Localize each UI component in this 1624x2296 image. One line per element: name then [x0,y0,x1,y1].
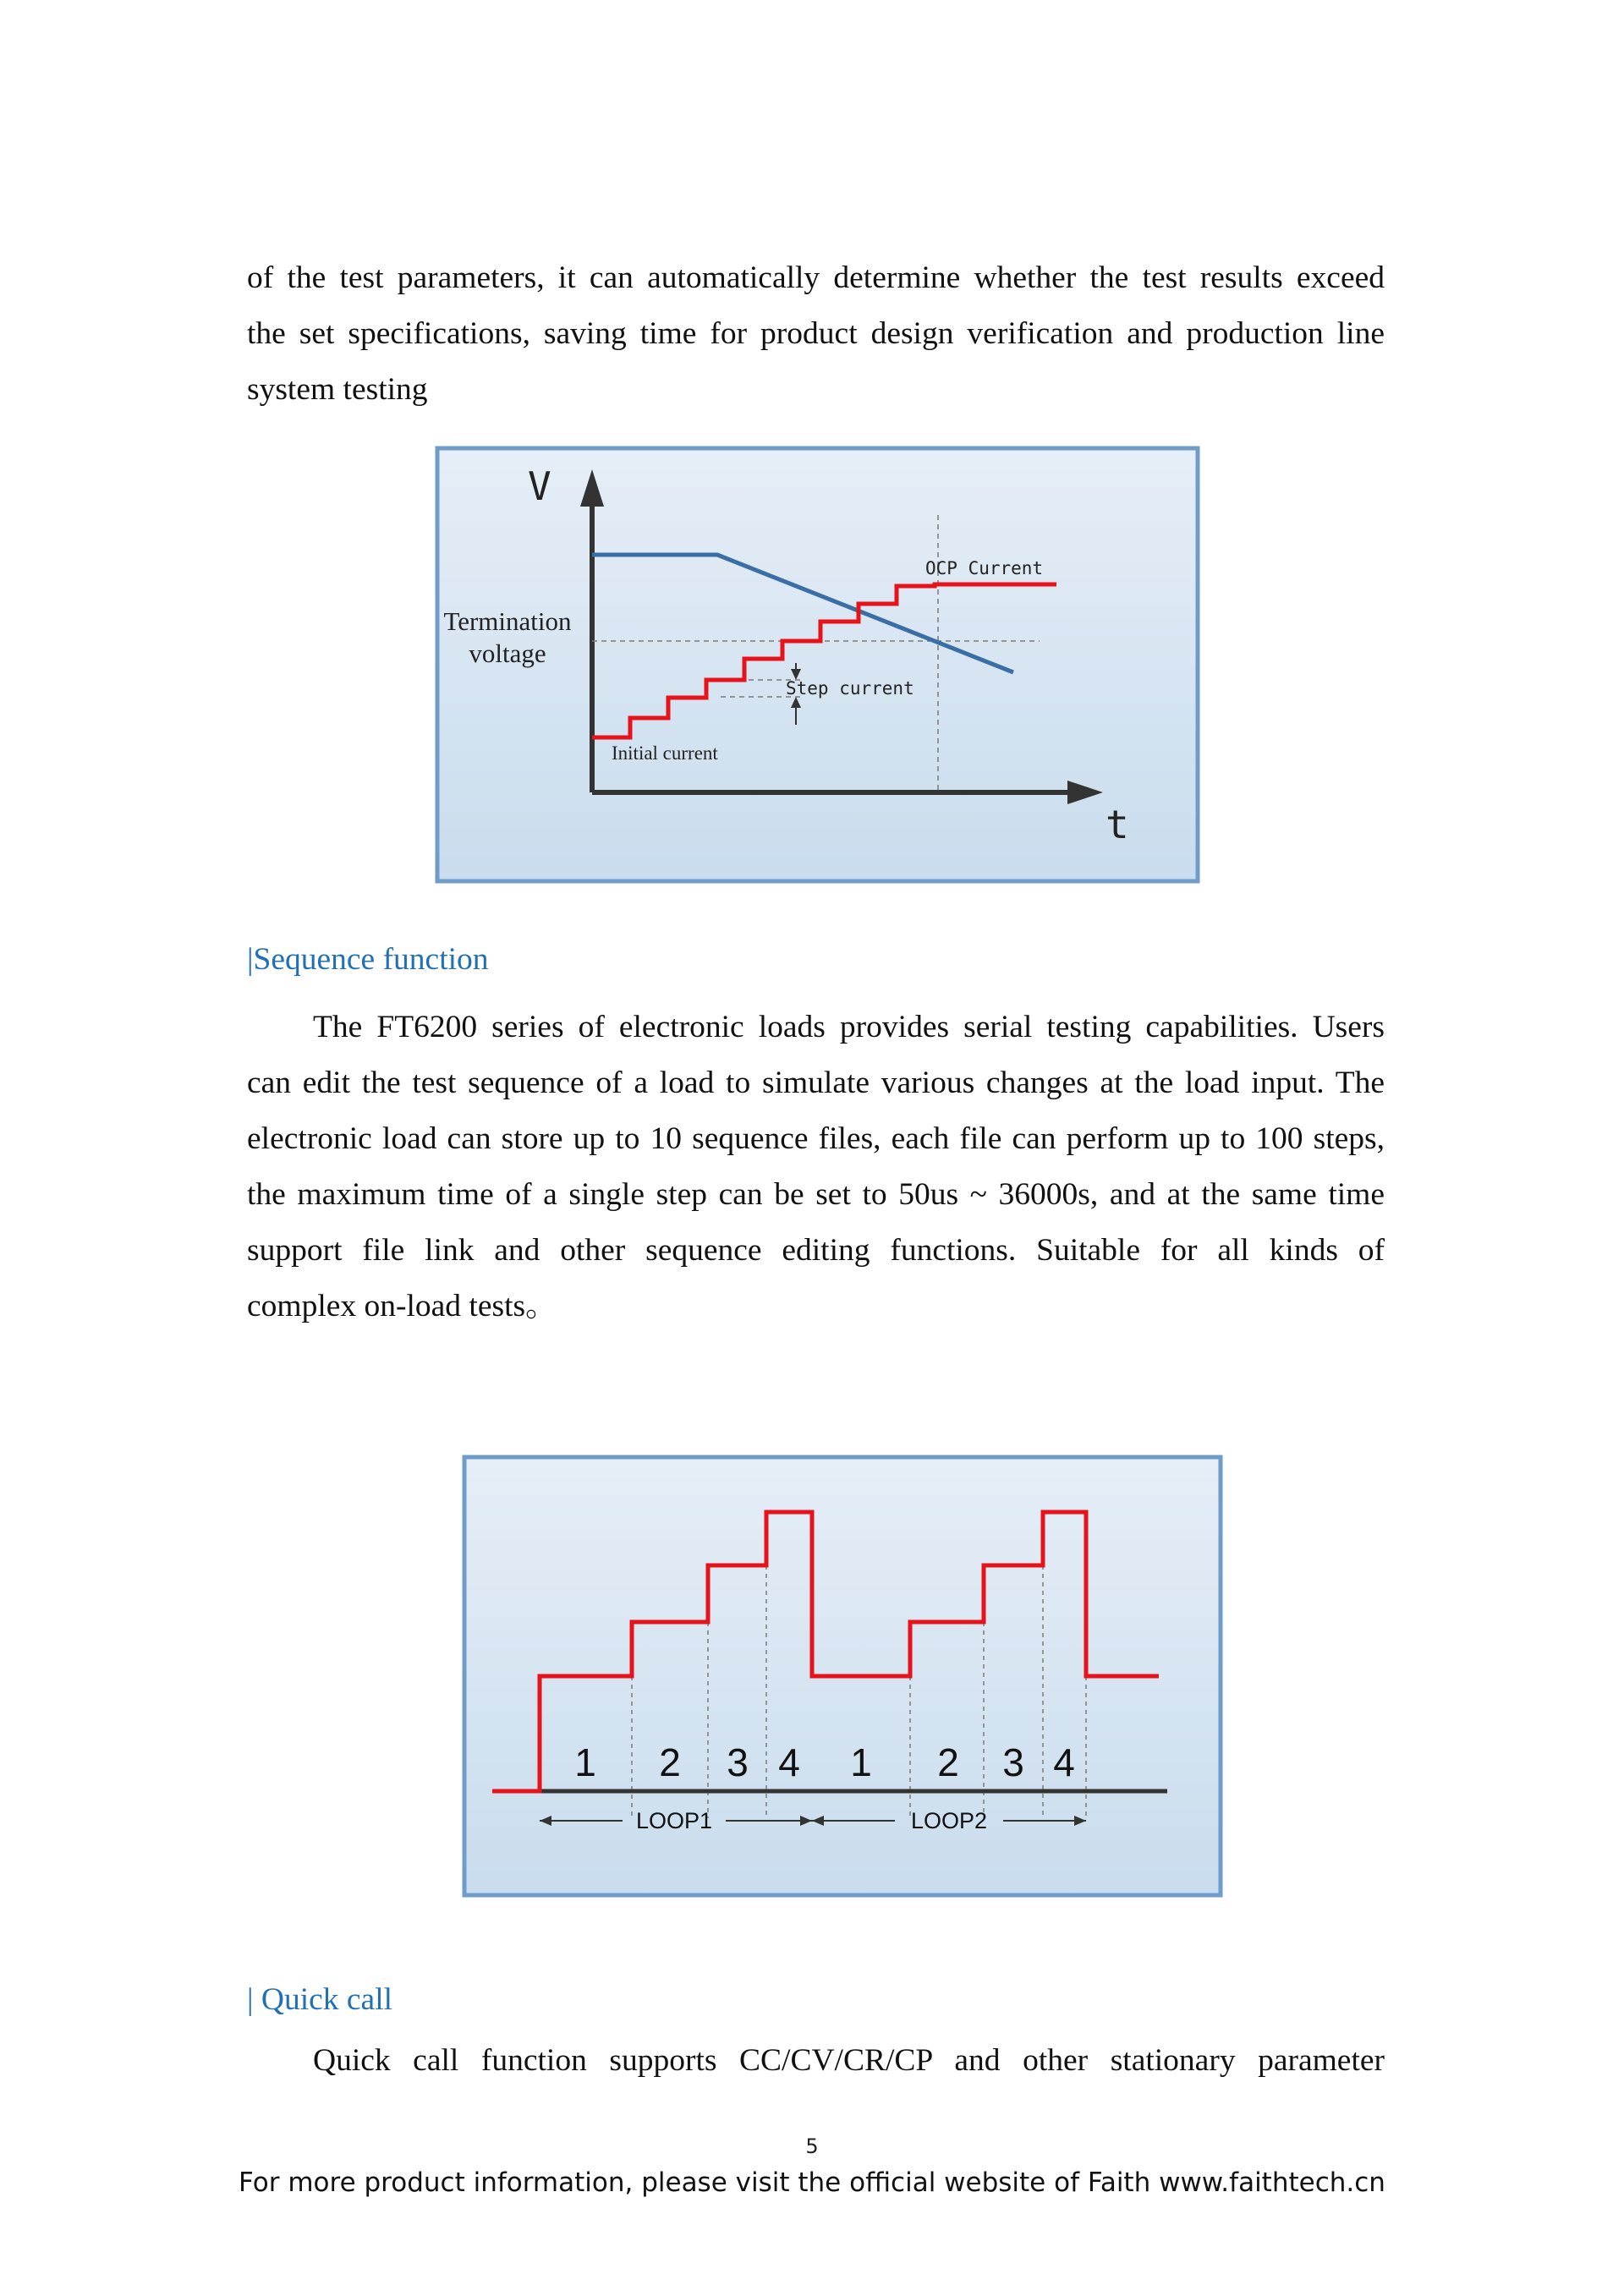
sequence-line: the maximum time of a single step can be set to 50us ~ 36000s, and at the same time [247,1177,1385,1212]
sequence-line: can edit the test sequence of a load to simulate various changes at the load input. The [247,1066,1385,1100]
intro-line: of the test parameters, it can automatically determine whether the test results exceed [247,260,1385,295]
intro-line: the set specifications, saving time for product design verification and production line [247,316,1385,351]
loop1-label: LOOP1 [635,1808,713,1833]
sequence-loop-svg [462,1455,1223,1898]
step-number: 1 [850,1740,872,1784]
termination-label-line2: voltage [469,638,546,668]
sequence-line: support file link and other sequence editing functions. Suitable for all kinds of [247,1233,1385,1268]
step-number: 4 [778,1740,800,1784]
step-number: 3 [1002,1740,1024,1784]
intro-line: system testing [247,372,428,407]
ocp-current-label: OCP Current [925,558,1044,578]
quick-call-heading: | Quick call [247,1982,393,2017]
step-number: 1 [574,1740,596,1784]
page-number: 5 [805,2134,819,2158]
step-number: 2 [937,1740,959,1784]
sequence-line: The FT6200 series of electronic loads provides serial testing capabilities. Users [313,1010,1385,1044]
step-number: 2 [659,1740,681,1784]
ocp-test-diagram [435,446,1200,884]
termination-label-line1: Termination [443,606,572,636]
step-current-label: Step current [786,678,914,699]
sequence-paragraph [247,1000,1385,1334]
sequence-heading: |Sequence function [247,942,489,977]
loop2-label: LOOP2 [910,1808,988,1833]
figure-frame [437,448,1198,881]
step-number: 4 [1053,1740,1075,1784]
x-axis-label: t [1106,802,1129,847]
step-number: 3 [727,1740,749,1784]
quick-call-line: Quick call function supports CC/CV/CR/CP and other stationary parameter [313,2043,1385,2078]
sequence-loop-diagram [462,1455,1223,1898]
quick-call-paragraph [247,2033,1385,2089]
page-footer: For more product information, please visit the official website of Faith www.faithtech.cn [239,2167,1385,2198]
ocp-test-svg [435,446,1200,884]
initial-current-label: Initial current [612,743,718,764]
y-axis-label: V [528,463,551,509]
sequence-line: electronic load can store up to 10 sequence files, each file can perform up to 100 steps, [247,1121,1385,1156]
intro-paragraph [247,250,1385,418]
sequence-line: complex on-load tests。 [247,1289,557,1323]
